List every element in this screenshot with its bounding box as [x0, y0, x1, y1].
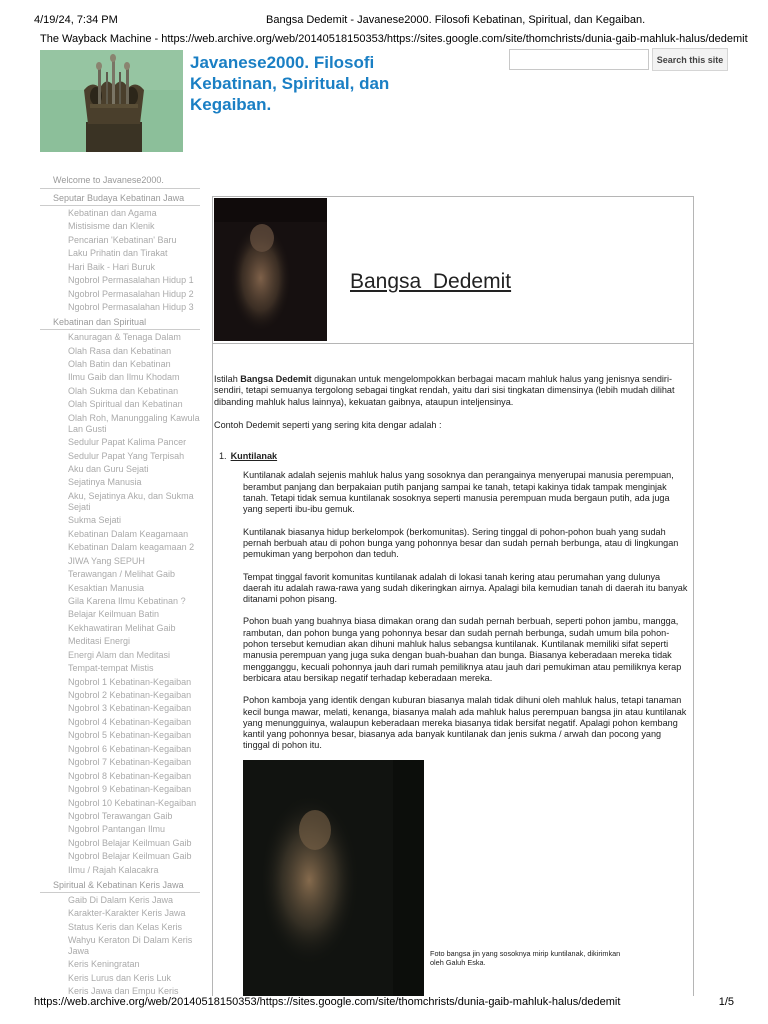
sidebar-item[interactable]: Terawangan / Melihat Gaib	[68, 569, 176, 580]
sidebar-item-welcome[interactable]: Welcome to Javanese2000.	[40, 174, 200, 189]
print-header	[0, 14, 768, 30]
print-title: Bangsa Dedemit - Javanese2000. Filosofi Kebatinan, Spiritual, dan Kegaiban.	[266, 14, 646, 26]
sidebar-item[interactable]: Ngobrol 10 Kebatinan-Kegaiban	[68, 797, 197, 808]
sidebar-item[interactable]: Sukma Sejati	[68, 515, 122, 526]
sidebar-item[interactable]: Ngobrol Belajar Keilmuan Gaib	[68, 851, 192, 862]
sidebar-item[interactable]: Olah Roh, Manunggaling Kawula Lan Gusti	[68, 412, 200, 434]
sidebar-group-heading[interactable]: Seputar Budaya Kebatinan Jawa	[40, 192, 200, 206]
paragraph-1: Kuntilanak adalah sejenis mahluk halus yang sosoknya dan perangainya menyerupai manusia perempuan, berambut panjang dan berpakaian putih panjang sampai ke tanah, tetapi kakinya tidak tampak menginjak tanah. Tetapi tidak semua kuntilanak sosoknya seperti manusia perempuan muda bergaun putih, ada juga yang seperti ibu-ibu gemuk.	[243, 470, 674, 515]
sidebar-item[interactable]: Ngobrol 8 Kebatinan-Kegaiban	[68, 770, 192, 781]
sidebar-item[interactable]: Ngobrol 9 Kebatinan-Kegaiban	[68, 784, 192, 795]
sidebar-item[interactable]: Kesaktian Manusia	[68, 582, 145, 593]
ghost-photo-small	[214, 198, 327, 341]
sidebar-item[interactable]: Kebatinan Dalam keagamaan 2	[68, 542, 195, 553]
search-button[interactable]: Search this site	[652, 48, 728, 71]
sidebar-group-heading[interactable]: Spiritual & Kebatinan Keris Jawa	[40, 879, 200, 893]
sidebar-item[interactable]: Ilmu / Rajah Kalacakra	[68, 864, 159, 875]
sidebar-item[interactable]: Ngobrol 1 Kebatinan-Kegaiban	[68, 676, 192, 687]
paragraph-5: Pohon kamboja yang identik dengan kuburan biasanya malah tidak dihuni oleh mahluk halus, tetapi tanaman kecil bunga mawar, melati, kenanga, biasanya malah ada mahluk halus perempuan bangsa jin atau kuntilanak yang menungguinya, walaupun keberadaan mereka biasanya tidak bersifat negatif. Apalagi pohon kembang kantil yang pohonnya besar, biasanya ada banyak kuntilanak dan jenis sukma / arwah dan pocong yang tinggal di pohon itu.	[243, 695, 687, 751]
sidebar-item[interactable]: Sedulur Papat Kalima Pancer	[68, 437, 187, 448]
list-heading	[219, 451, 692, 462]
article-body	[214, 374, 692, 763]
page-title: Bangsa Dedemit	[350, 270, 512, 293]
sidebar-item[interactable]: Ngobrol 6 Kebatinan-Kegaiban	[68, 743, 192, 754]
list-number: 1.	[219, 451, 227, 462]
article-photo	[243, 760, 424, 996]
sidebar-item[interactable]: Laku Prihatin dan Tirakat	[68, 248, 168, 259]
search-input[interactable]	[509, 49, 649, 70]
sidebar-item[interactable]: Olah Batin dan Kebatinan	[68, 358, 171, 369]
sidebar-group-list	[40, 208, 200, 313]
example-intro: Contoh Dedemit seperti yang sering kita dengar adalah :	[214, 419, 442, 430]
site-logo-image[interactable]	[40, 50, 183, 152]
sidebar-item[interactable]: Gaib Di Dalam Keris Jawa	[68, 894, 174, 905]
intro-bold-term: Bangsa Dedemit	[240, 374, 312, 384]
intro-paragraph	[214, 374, 692, 408]
sidebar-item[interactable]: Keris Jawa dan Empu Keris	[68, 986, 179, 997]
sidebar-item[interactable]: Energi Alam dan Meditasi	[68, 649, 171, 660]
sidebar-item[interactable]: Ngobrol Permasalahan Hidup 1	[68, 275, 194, 286]
paragraph-3: Tempat tinggal favorit komunitas kuntilanak adalah di lokasi tanah kering atau perumahan yang dulunya daerah itu adalah rawa-rawa yang sudah dikeringkan airnya. Apalagi bila kemudian tanah di daerah itu banyak ditanami pohon pisang.	[243, 571, 688, 605]
sidebar-nav	[40, 174, 200, 1000]
sidebar-item[interactable]: Kekhawatiran Melihat Gaib	[68, 622, 176, 633]
sidebar-item[interactable]: Tempat-tempat Mistis	[68, 663, 154, 674]
paragraph-2: Kuntilanak biasanya hidup berkelompok (berkomunitas). Sering tinggal di pohon-pohon buah yang sudah pernah berbuah atau di pohon bunga yang pohonnya besar dan sudah pernah berbunga, atau di lingkungan pemukiman yang berpohon dan teduh.	[243, 526, 679, 560]
sidebar-item[interactable]: Ngobrol 7 Kebatinan-Kegaiban	[68, 757, 192, 768]
sidebar-item[interactable]: JIWA Yang SEPUH	[68, 555, 145, 566]
sidebar-item[interactable]: Sedulur Papat Yang Terpisah	[68, 450, 185, 461]
sidebar-item[interactable]: Wahyu Keraton Di Dalam Keris Jawa	[68, 935, 193, 956]
sidebar-item[interactable]: Sejatinya Manusia	[68, 477, 142, 488]
list-heading-text: Kuntilanak	[230, 451, 278, 462]
sidebar-item[interactable]: Meditasi Energi	[68, 636, 131, 647]
sidebar-item[interactable]: Karakter-Karakter Keris Jawa	[68, 908, 186, 919]
sidebar-item[interactable]: Ngobrol 2 Kebatinan-Kegaiban	[68, 690, 192, 700]
sidebar-item[interactable]: Ngobrol Belajar Keilmuan Gaib	[68, 837, 192, 848]
photo-caption: Foto bangsa jin yang sosoknya mirip kuntilanak, dikirimkan oleh Galuh Eska.	[430, 949, 621, 967]
sidebar-item[interactable]: Olah Spiritual dan Kebatinan	[68, 399, 183, 410]
paragraph-4: Pohon buah yang buahnya biasa dimakan orang dan sudah pernah berbuah, seperti pohon jambu, mangga, rambutan, dan pohon bunga yang pohonnya besar dan sudah pernah berbunga, sudah umum bila pohon-pohon tersebut kemudian akan dihuni mahluk halus sebangsa kuntilanak. Kuntilanak memiliki sifat seperti manusia perempuan yang juga suka dengan buah-buahan dan bunga. Biasanya keberadaan mereka tidak mengganggu, kecuali pohonnya jauh dari rumah pemiliknya atau jauh dari pemukiman atau pemiliknya kerap berbicara atau bersikap negatif terhadap keberadaan mereka.	[243, 616, 682, 683]
sidebar-item[interactable]: Ilmu Gaib dan Ilmu Khodam	[68, 372, 180, 383]
sidebar-item[interactable]: Belajar Keilmuan Batin	[68, 609, 160, 620]
sidebar-item[interactable]: Ngobrol Permasalahan Hidup 2	[68, 288, 194, 299]
intro-text-rest: digunakan untuk mengelompokkan berbagai macam mahluk halus yang jenisnya sendiri-sendiri, tetapi semuanya tergolong sebagai tingkat rendah, yaitu dari sisi tingkatan dimensinya (lebih mudah dilihat dibanding mahluk halus lainnya), kekuatan gaibnya, ataupun inteljensinya.	[214, 374, 675, 407]
sidebar-item[interactable]: Ngobrol Pantangan Ilmu	[68, 824, 166, 835]
sidebar-item[interactable]: Ngobrol Permasalahan Hidup 3	[68, 302, 194, 313]
sidebar-group-list	[40, 332, 200, 876]
print-footer-url: https://web.archive.org/web/20140518150353/https://sites.google.com/site/thomchrists/dunia-gaib-mahluk-halus/dedemit	[34, 996, 621, 1008]
sidebar-item[interactable]: Keris Keningratan	[68, 959, 140, 970]
sidebar-item[interactable]: Gila Karena Ilmu Kebatinan ?	[68, 595, 186, 606]
kuntilanak-section	[214, 470, 692, 751]
sidebar-item[interactable]: Olah Rasa dan Kebatinan	[68, 345, 172, 356]
sidebar-item[interactable]: Aku dan Guru Sejati	[68, 464, 149, 474]
sidebar-item[interactable]: Olah Sukma dan Kebatinan	[68, 385, 179, 396]
sidebar-group-list	[40, 895, 200, 998]
sidebar-item[interactable]: Ngobrol 3 Kebatinan-Kegaiban	[68, 703, 192, 714]
sidebar-item[interactable]: Kebatinan dan Agama	[68, 208, 157, 218]
ghost-photo-large	[243, 760, 424, 996]
sidebar-item[interactable]: Ngobrol 5 Kebatinan-Kegaiban	[68, 730, 192, 741]
sidebar-item[interactable]: Kebatinan Dalam Keagamaan	[68, 528, 189, 539]
print-date: 4/19/24, 7:34 PM	[34, 14, 118, 26]
sidebar-item[interactable]: Status Keris dan Kelas Keris	[68, 921, 183, 932]
sidebar-item[interactable]: Mistisisme dan Klenik	[68, 221, 155, 232]
wayback-banner: The Wayback Machine - https://web.archive.org/web/20140518150353/https://sites.google.com/site/thomchrists/dunia-gaib-mahluk-halus/dedemit	[40, 33, 748, 45]
site-title[interactable]: Javanese2000. Filosofi Kebatinan, Spiritual, dan Kegaiban.	[190, 53, 390, 114]
print-page-number: 1/5	[718, 996, 734, 1008]
sidebar-item[interactable]: Ngobrol Terawangan Gaib	[68, 810, 173, 821]
sidebar-item[interactable]: Pencarian 'Kebatinan' Baru	[68, 234, 177, 245]
keris-stand-photo	[40, 50, 183, 152]
intro-text-start: Istilah	[214, 374, 241, 384]
sidebar-item[interactable]: Hari Baik - Hari Buruk	[68, 261, 156, 272]
sidebar-item[interactable]: Aku, Sejatinya Aku, dan Sukma Sejati	[68, 490, 194, 512]
sidebar-item[interactable]: Ngobrol 4 Kebatinan-Kegaiban	[68, 716, 192, 727]
sidebar-item[interactable]: Kanuragan & Tenaga Dalam	[68, 332, 181, 343]
sidebar-item[interactable]: Keris Lurus dan Keris Luk	[68, 972, 172, 983]
print-footer	[0, 996, 768, 1012]
header-photo	[214, 198, 327, 341]
sidebar-group-heading[interactable]: Kebatinan dan Spiritual	[40, 316, 200, 330]
content-divider	[212, 343, 694, 344]
